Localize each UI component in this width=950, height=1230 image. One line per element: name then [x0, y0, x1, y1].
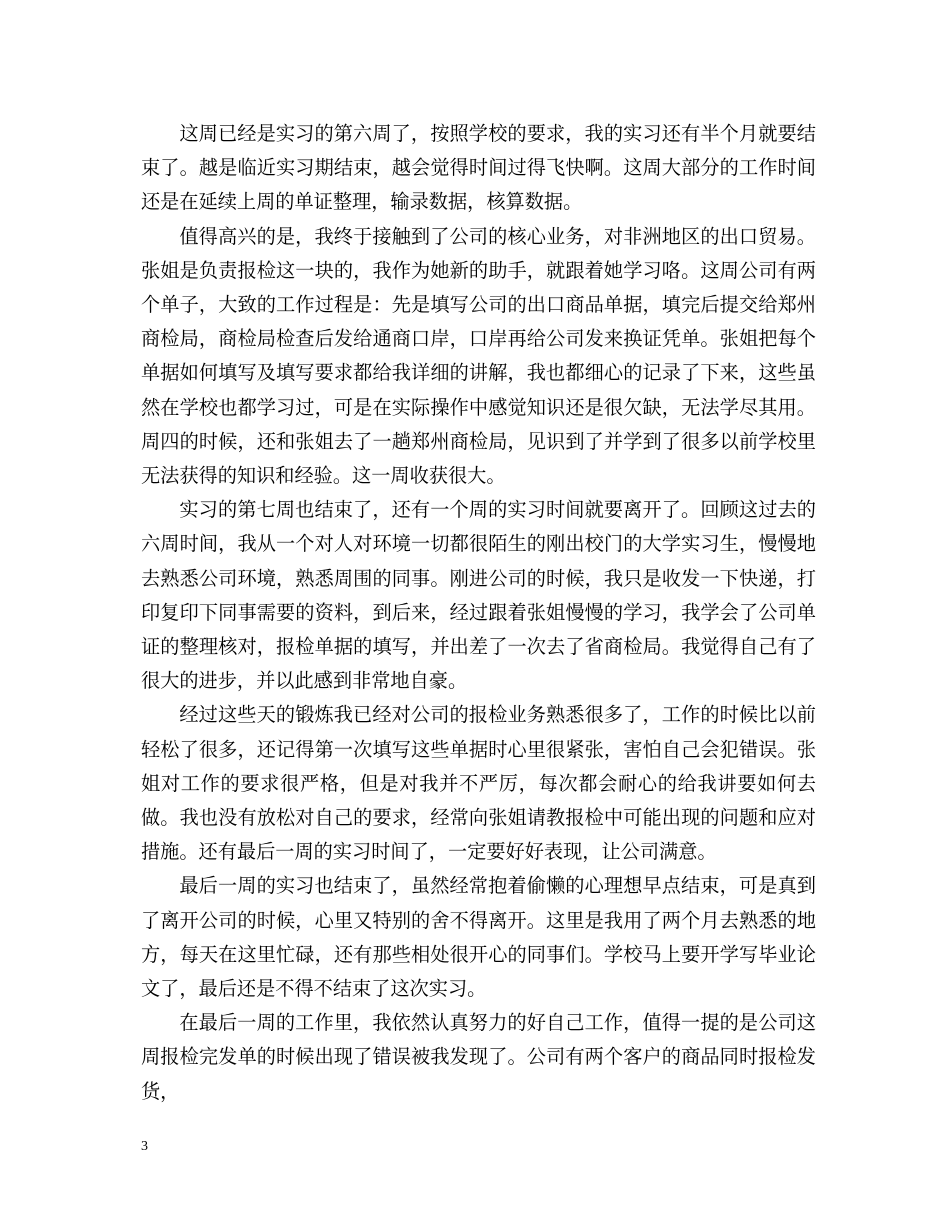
paragraph-4: 经过这些天的锻炼我已经对公司的报检业务熟悉很多了，工作的时候比以前轻松了很多，还记得第一次填写这些单据时心里很紧张，害怕自己会犯错误。张姐对工作的要求很严格，但是对我并不严厉，每次都会耐心的给我讲要如何去做。我也没有放松对自己的要求，经常向张姐请教报检中可能出现的问题和应对措施。还有最后一周的实习时间了，一定要好好表现，让公司满意。	[141, 703, 816, 864]
paragraph-3: 实习的第七周也结束了，还有一个周的实习时间就要离开了。回顾这过去的六周时间，我从一个对人对环境一切都很陌生的刚出校门的大学实习生，慢慢地去熟悉公司环境，熟悉周围的同事。刚进公司的时候，我只是收发一下快递，打印复印下同事需要的资料，到后来，经过跟着张姐慢慢的学习，我学会了公司单证的整理核对，报检单据的填写，并出差了一次去了省商检局。我觉得自己有了很大的进步，并以此感到非常地自豪。	[141, 498, 816, 693]
paragraph-1: 这周已经是实习的第六周了，按照学校的要求，我的实习还有半个月就要结束了。越是临近实习期结束，越会觉得时间过得飞快啊。这周大部分的工作时间还是在延续上周的单证整理，输录数据，核算数据。	[141, 122, 816, 214]
page-number: 3	[141, 1139, 148, 1154]
paragraph-5: 最后一周的实习也结束了，虽然经常抱着偷懒的心理想早点结束，可是真到了离开公司的时候，心里又特别的舍不得离开。这里是我用了两个月去熟悉的地方，每天在这里忙碌，还有那些相处很开心的同事们。学校马上要开学写毕业论文了，最后还是不得不结束了这次实习。	[141, 874, 816, 1001]
paragraph-2: 值得高兴的是，我终于接触到了公司的核心业务，对非洲地区的出口贸易。张姐是负责报检这一块的，我作为她新的助手，就跟着她学习咯。这周公司有两个单子，大致的工作过程是：先是填写公司的出口商品单据，填完后提交给郑州商检局，商检局检查后发给通商口岸，口岸再给公司发来换证凭单。张姐把每个单据如何填写及填写要求都给我详细的讲解，我也都细心的记录了下来，这些虽然在学校也都学习过，可是在实际操作中感觉知识还是很欠缺，无法学尽其用。周四的时候，还和张姐去了一趟郑州商检局，见识到了并学到了很多以前学校里无法获得的知识和经验。这一周收获很大。	[141, 224, 816, 488]
paragraph-6: 在最后一周的工作里，我依然认真努力的好自己工作，值得一提的是公司这周报检完发单的时候出现了错误被我发现了。公司有两个客户的商品同时报检发货，	[141, 1011, 816, 1103]
body-text	[141, 117, 816, 1109]
